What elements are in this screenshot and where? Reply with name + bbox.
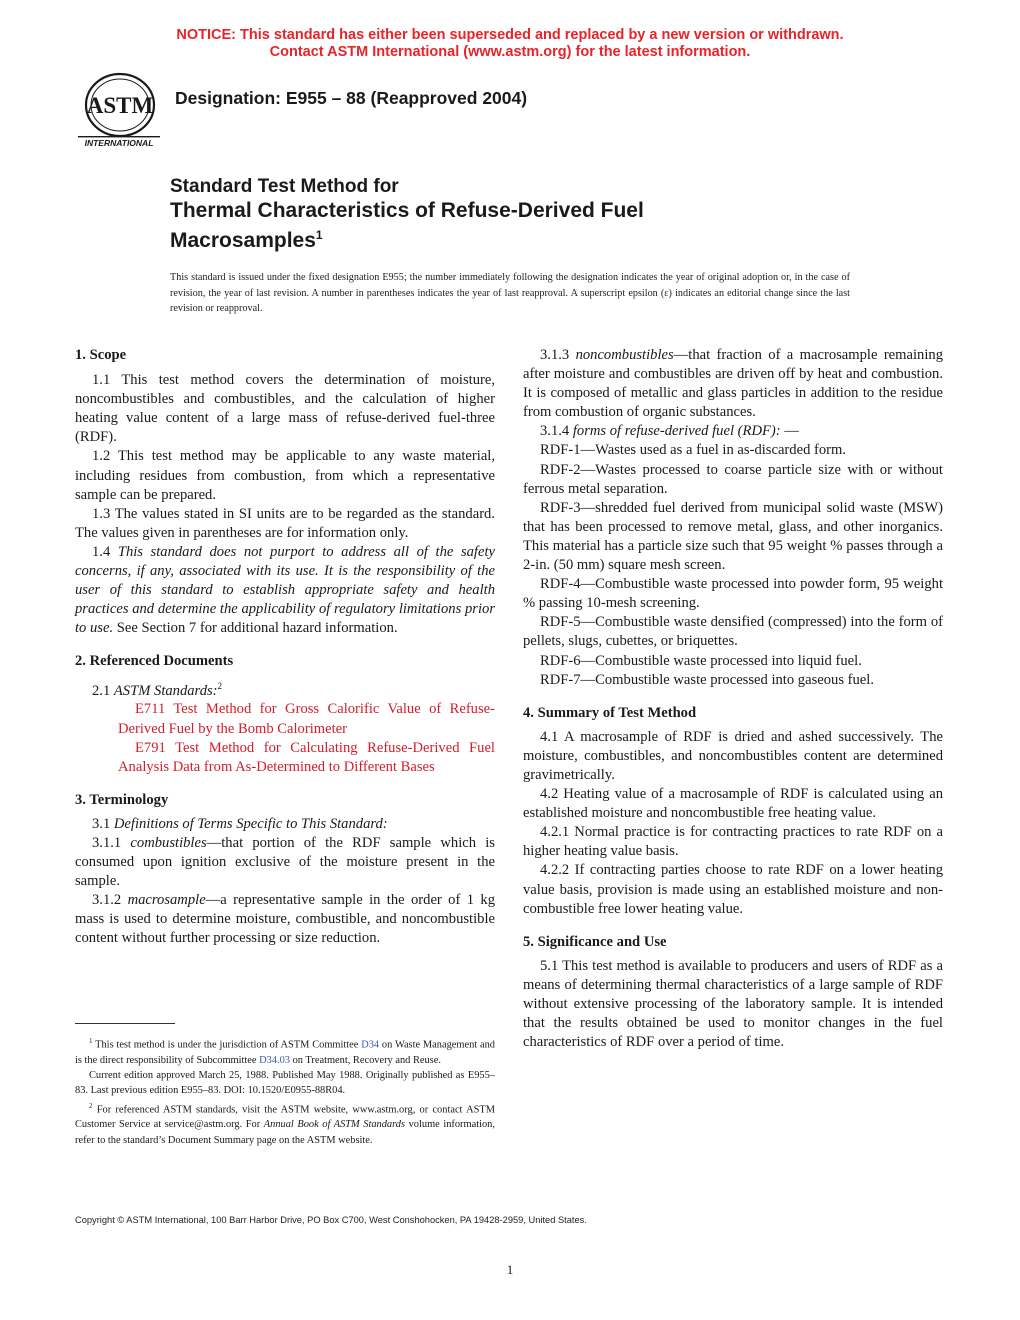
- title-line-1: Thermal Characteristics of Refuse-Derived Fuel: [170, 199, 644, 222]
- footnote-text: This test method is under the jurisdiction of ASTM Committee: [92, 1039, 362, 1051]
- committee-link-d34[interactable]: D34: [361, 1039, 380, 1051]
- footnotes: [75, 1034, 495, 1148]
- definition-number: 3.1.2: [92, 892, 128, 909]
- reference-list: [75, 700, 495, 776]
- definition-text: —that fraction of a macrosample remaining after moisture and combustibles are driven off by heat and combustion. It is composed of metallic and glass particles in addition to the residue from combustion of organic substances.: [523, 347, 943, 421]
- rdf-class-4: RDF-4—Combustible waste processed into powder form, 95 weight % passing 10-mesh screening.: [523, 576, 943, 612]
- paragraph-4-2: 4.2 Heating value of a macrosample of RDF is calculated using an established moisture and noncombustible free heating value.: [523, 786, 943, 822]
- paragraph-2-1-label: ASTM Standards:: [113, 682, 218, 699]
- designation: Designation: E955 – 88 (Reapproved 2004): [175, 88, 528, 108]
- title-line-2: [170, 223, 644, 253]
- reference-title[interactable]: Test Method for Gross Calorific Value of Refuse-Derived Fuel by the Bomb Calorimeter: [118, 701, 495, 737]
- footnote-text: For referenced ASTM standards, visit the ASTM website, www.astm.org, or contact ASTM Customer Service at service@astm.org. For: [75, 1104, 495, 1131]
- page-number: 1: [506, 1262, 514, 1277]
- paragraph-4-2-2: 4.2.2 If contracting parties choose to rate RDF on a lower heating value basis, provision is made using an established moisture and non-combustible free lower heating value.: [523, 862, 943, 917]
- definition-text: —that portion of the RDF sample which is consumed upon ignition exclusive of the moisture present in the sample.: [75, 835, 495, 890]
- left-column: [75, 346, 495, 949]
- notice-line-2: Contact ASTM International (www.astm.org) for the latest information.: [269, 44, 751, 60]
- section-heading-significance: 5. Significance and Use: [523, 933, 667, 950]
- logo-letters: ASTM: [86, 93, 154, 118]
- footnote-book-title: Annual Book of ASTM Standards: [263, 1119, 406, 1131]
- footnote-divider: [75, 1023, 175, 1024]
- paragraph-2-1-number: 2.1: [92, 682, 114, 699]
- paragraph-1-4-caution: This standard does not purport to address all of the safety concerns, if any, associated with its use. It is the responsibility of the user of this standard to establish appropriate safety and health practices and determine the applicability of regulatory limitations prior to use.: [75, 543, 495, 637]
- paragraph-1-2: 1.2 This test method may be applicable to any waste material, including residues from combustion, from which a representative sample can be prepared.: [75, 448, 495, 503]
- title-footnote-mark: 1: [315, 228, 323, 242]
- section-heading-referenced-documents: 2. Referenced Documents: [75, 653, 234, 670]
- title-prefix: Standard Test Method for: [170, 176, 399, 197]
- reference-code[interactable]: E791: [135, 739, 166, 756]
- copyright-line: Copyright © ASTM International, 100 Barr Harbor Drive, PO Box C700, West Conshohocken, PA 19428-2959, United States.: [75, 1215, 587, 1225]
- paragraph-1-4: [75, 543, 495, 638]
- definition-term: forms of refuse-derived fuel (RDF):: [572, 423, 781, 440]
- definition-text: —: [780, 423, 799, 440]
- definition-number: 3.1.1: [92, 835, 131, 852]
- footnote-edition: Current edition approved March 25, 1988. Published May 1988. Originally published as E955–83. Last previous edition E955–83. DOI: 10.1520/E0955-88R04.: [75, 1070, 495, 1097]
- definition-text: —a representative sample in the order of 1 kg mass is used to determine moisture, combustible, and noncombustible content without further processing or size reduction.: [75, 892, 495, 947]
- section-heading-scope: 1. Scope: [75, 347, 127, 363]
- footnote-2-mark: 2: [89, 1101, 93, 1110]
- paragraph-3-1-number: 3.1: [92, 815, 114, 832]
- definition-number: 3.1.3: [540, 347, 576, 363]
- paragraph-1-1: 1.1 This test method covers the determination of moisture, noncombustibles and combustibles, and the calculation of higher heating value content of a large mass of refuse-derived fuel-three (RDF).: [75, 372, 495, 446]
- footnote-1: [75, 1034, 495, 1068]
- rdf-class-6: RDF-6—Combustible waste processed into liquid fuel.: [540, 652, 862, 669]
- rdf-class-3: RDF-3—shredded fuel derived from municipal solid waste (MSW) that has been processed to remove metal, glass, and other inorganics. This material has a particle size such that 95 weight % passes through a 2-in. (50 mm) square mesh screen.: [523, 499, 943, 574]
- paragraph-3-1: [75, 815, 495, 834]
- rdf-class-5: RDF-5—Combustible waste densified (compressed) into the form of pellets, slugs, cubettes, or briquettes.: [523, 614, 943, 650]
- paragraph-3-1-4: [523, 422, 943, 441]
- paragraph-2-1-footnote-mark: 2: [217, 680, 223, 691]
- section-heading-summary: 4. Summary of Test Method: [523, 704, 697, 721]
- reference-link-e791[interactable]: [91, 739, 495, 777]
- document-title: [170, 176, 644, 253]
- paragraph-1-4-rest: See Section 7 for additional hazard information.: [113, 620, 398, 637]
- definition-number: 3.1.4: [540, 423, 573, 440]
- footnote-text: volume information, refer to the standard’s Document Summary page on the ASTM website.: [75, 1119, 495, 1146]
- notice-line-1: NOTICE: This standard has either been superseded and replaced by a new version or withdrawn.: [176, 27, 844, 43]
- rdf-class-7: RDF-7—Combustible waste processed into gaseous fuel.: [540, 671, 874, 688]
- right-column: [523, 346, 943, 1052]
- paragraph-2-1: [75, 677, 495, 701]
- paragraph-3-1-3: [523, 346, 943, 422]
- issuance-statement: This standard is issued under the fixed designation E955; the number immediately following the designation indicates the year of original adoption or, in the case of revision, the year of last revision. A number in parentheses indicates the year of last reapproval. A superscript epsilon (ε) indicates an editorial change since the last revision or reapproval.: [170, 272, 850, 314]
- paragraph-3-1-label: Definitions of Terms Specific to This Standard:: [113, 815, 388, 832]
- footnote-2: [75, 1099, 495, 1148]
- definition-term: noncombustibles: [575, 347, 674, 363]
- footnote-text: on Treatment, Recovery and Reuse.: [290, 1054, 441, 1066]
- rdf-class-2: RDF-2—Wastes processed to coarse particle size with or without ferrous metal separation.: [523, 461, 943, 497]
- paragraph-3-1-1: [75, 834, 495, 891]
- paragraph-1-3: 1.3 The values stated in SI units are to be regarded as the standard. The values given in parentheses are for information only.: [75, 505, 495, 541]
- reference-title[interactable]: Test Method for Calculating Refuse-Derived Fuel Analysis Data from As-Determined to Different Bases: [118, 739, 495, 775]
- logo-subtext: INTERNATIONAL: [84, 138, 154, 148]
- rdf-class-1: RDF-1—Wastes used as a fuel in as-discarded form.: [540, 442, 847, 459]
- footnote-text: on Waste Management and is the direct responsibility of Subcommittee: [75, 1039, 495, 1066]
- footnote-1-mark: 1: [89, 1037, 93, 1045]
- paragraph-4-2-1: 4.2.1 Normal practice is for contracting practices to rate RDF on a higher heating value basis.: [523, 824, 943, 860]
- paragraph-5-1: 5.1 This test method is available to producers and users of RDF as a means of determining thermal characteristics of a large sample of RDF without extensive processing of the laboratory sample. It is intended that the results obtained be used to monitor changes in the fuel characteristics of RDF over a period of time.: [523, 957, 943, 1051]
- paragraph-4-1: 4.1 A macrosample of RDF is dried and ashed successively. The moisture, combustibles, and noncombustibles content are determined gravimetrically.: [523, 728, 943, 783]
- astm-logo: [72, 72, 164, 152]
- title-line-2-text: Macrosamples: [170, 229, 316, 252]
- subcommittee-link-d34-03[interactable]: D34.03: [259, 1054, 291, 1066]
- superseded-notice: [0, 27, 1020, 61]
- definition-term: macrosample: [127, 892, 206, 909]
- astm-logo-mark: [72, 72, 164, 152]
- definition-term: combustibles: [130, 835, 207, 852]
- paragraph-3-1-2: [75, 891, 495, 948]
- reference-code[interactable]: E711: [135, 701, 166, 718]
- paragraph-1-4-number: 1.4: [92, 543, 118, 560]
- reference-link-e711[interactable]: [91, 700, 495, 738]
- section-heading-terminology: 3. Terminology: [75, 791, 169, 808]
